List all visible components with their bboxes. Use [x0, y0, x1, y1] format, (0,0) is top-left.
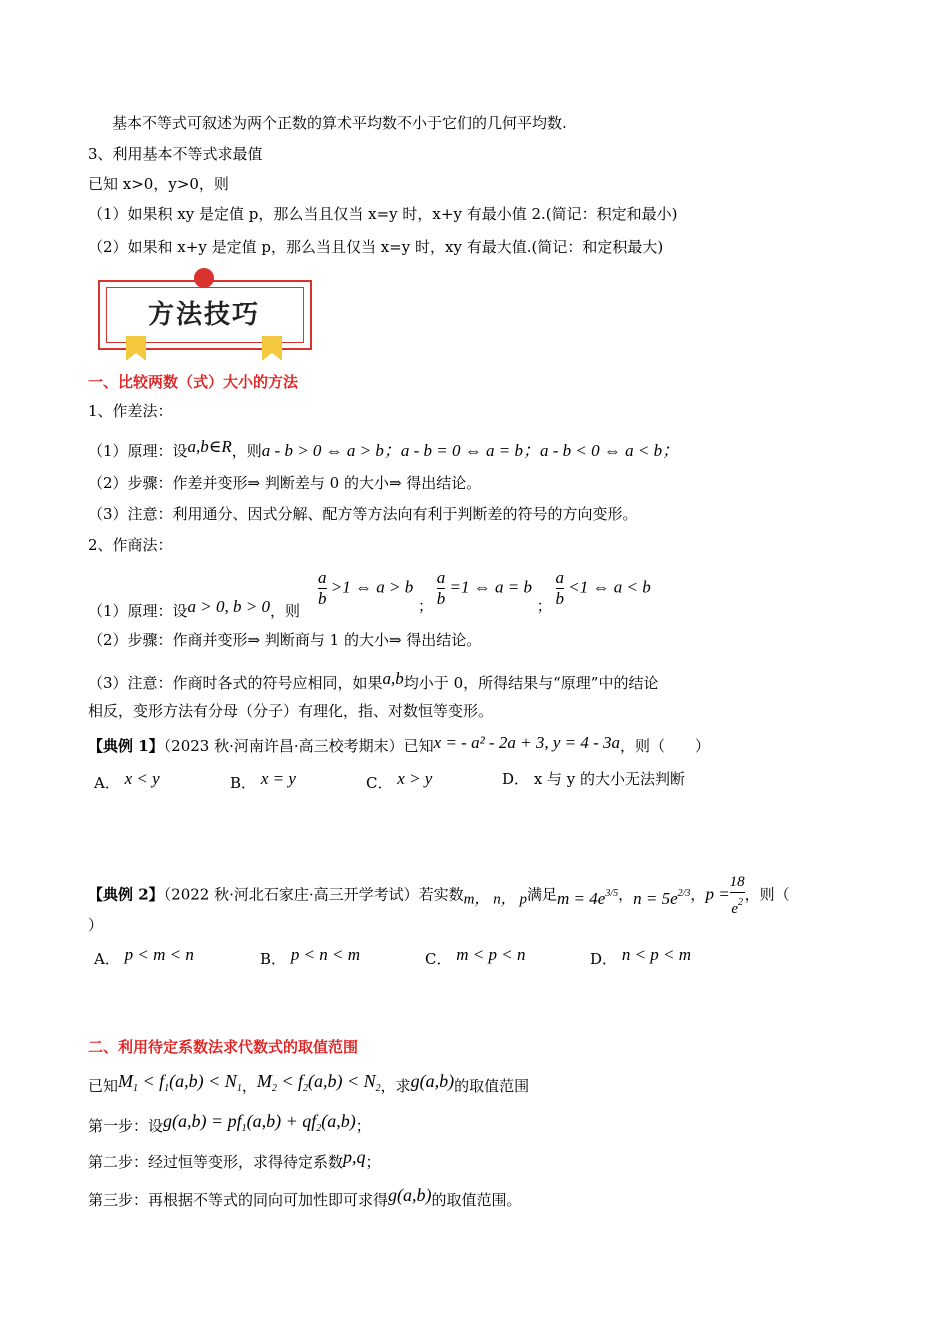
example2-p-fraction: $\frac{18}{e^2}$	[729, 874, 745, 917]
example1-formula: x = - a² - 2a + 3, y = 4 - 3a	[433, 733, 620, 752]
example2-option-d[interactable]: D． n < p < m	[590, 945, 692, 968]
example2-close: ）	[88, 916, 104, 934]
example2-option-c[interactable]: C． m < p < n	[425, 945, 526, 968]
section2-step2: 第二步：经过恒等变形，求得待定系数p,q；	[88, 1147, 381, 1171]
section1-heading: 一、比较两数（式）大小的方法	[88, 373, 299, 391]
method-banner	[98, 276, 310, 358]
example1-option-a[interactable]: A． x < y	[94, 769, 160, 792]
m1-title: 1、作差法：	[88, 402, 173, 420]
intro-line-1: 基本不等式可叙述为两个正数的算术平均数不小于它们的几何平均数.	[112, 114, 567, 132]
ribbon-left-icon	[126, 336, 146, 360]
example2-p-def: p =	[705, 884, 730, 904]
section2-heading: 二、利用待定系数法求代数式的取值范围	[88, 1038, 359, 1056]
intro-line-5: （2）如果和 x+y 是定值 p，那么当且仅当 x=y 时，xy 有最大值.(简记：和定积最大)	[88, 238, 664, 256]
section2-step1: 第一步：设$g(a,b) = pf_1(a,b) + qf_2(a,b)$；	[88, 1111, 371, 1135]
example1-source: （2023 秋·河南许昌·高三校考期末）已知	[163, 737, 434, 755]
example2-source: （2022 秋·河北石家庄·高三开学考试）若实数	[163, 885, 464, 904]
ribbon-right-icon	[262, 336, 282, 360]
example2-n-def: $n = 5e^{2/3}$	[633, 887, 691, 908]
m1-principle-cond: a,b∈R	[187, 437, 232, 456]
intro-line-3: 已知 x>0，y>0，则	[88, 175, 229, 193]
m2-principle-fractions: $\frac{a}{b}$ >1 ⇔ a > b ； $\frac{a}{b}$ =1 ⇔ a = b ； $\frac{a}{b}$ <1 ⇔ a < b	[318, 568, 651, 615]
example1-tail: ，则（ ）	[620, 737, 711, 755]
banner-dot-icon	[194, 268, 214, 288]
m2-note-line2: 相反，变形方法有分母（分子）有理化，指、对数恒等变形。	[88, 702, 494, 720]
example2-vars: m， n， p	[463, 891, 527, 908]
example2-option-a[interactable]: A． p < m < n	[94, 945, 194, 968]
example1-stem	[88, 732, 710, 757]
example2-stem: 【典例 2】（2022 秋·河北石家庄·高三开学考试）若实数m， n， p满足$m = 4e^{3/5}$，$n = 5e^{2/3}$，p = $\frac{18}{e^2}$ ，则（	[88, 874, 790, 917]
m1-note: （3）注意：利用通分、因式分解、配方等方法向有利于判断差的符号的方向变形。	[88, 505, 638, 523]
example2-mid: 满足	[527, 885, 558, 904]
fraction-a-over-b: $\frac{a}{b}$	[318, 568, 327, 608]
m2-title: 2、作商法：	[88, 536, 173, 554]
m1-principle-text: ，则	[231, 442, 262, 460]
banner-title: 方法技巧	[147, 300, 260, 330]
example2-m-def: $m = 4e^{3/5}$	[557, 887, 619, 908]
m2-steps: （2）步骤：作商并变形⇒ 判断商与 1 的大小⇒ 得出结论。	[88, 631, 482, 649]
m2-principle	[88, 596, 300, 622]
section2-step3: 第三步：再根据不等式的同向可加性即可求得g(a,b)的取值范围。	[88, 1185, 522, 1209]
m2-principle-text: ，则	[270, 602, 301, 620]
example1-tag: 【典例 1】	[88, 737, 164, 755]
example1-option-d[interactable]: D． x 与 y 的大小无法判断	[502, 770, 686, 788]
section2-given: 已知$M_1 < f_1(a,b) < N_1$，$M_2 < f_2(a,b) < N_2$，求g(a,b)的取值范围	[88, 1071, 530, 1095]
example2-tail: ，则（	[744, 885, 790, 904]
m2-principle-label: （1）原理：设	[88, 602, 188, 620]
example1-option-b[interactable]: B． x = y	[230, 769, 296, 792]
example2-tag: 【典例 2】	[88, 885, 164, 904]
example2-option-b[interactable]: B． p < n < m	[260, 945, 361, 968]
intro-line-4: （1）如果积 xy 是定值 p，那么当且仅当 x=y 时，x+y 有最小值 2.(简记：积定和最小)	[88, 205, 678, 223]
m1-principle-label: （1）原理：设	[88, 442, 188, 460]
m1-steps: （2）步骤：作差并变形⇒ 判断差与 0 的大小⇒ 得出结论。	[88, 474, 482, 492]
intro-line-2: 3、利用基本不等式求最值	[88, 145, 263, 163]
fraction-a-over-b: $\frac{a}{b}$	[436, 568, 446, 608]
m2-note-line1: （3）注意：作商时各式的符号应相同，如果a,b均小于 0，所得结果与“原理”中的结论	[88, 669, 659, 692]
m2-principle-cond: a > 0, b > 0	[187, 597, 270, 616]
m1-principle	[88, 436, 679, 462]
example1-option-c[interactable]: C． x > y	[366, 769, 433, 792]
fraction-a-over-b: $\frac{a}{b}$	[555, 568, 565, 608]
m1-principle-math: a - b > 0 ⇔ a > b；a - b = 0 ⇔ a = b；a - b < 0 ⇔ a < b；	[261, 441, 680, 460]
